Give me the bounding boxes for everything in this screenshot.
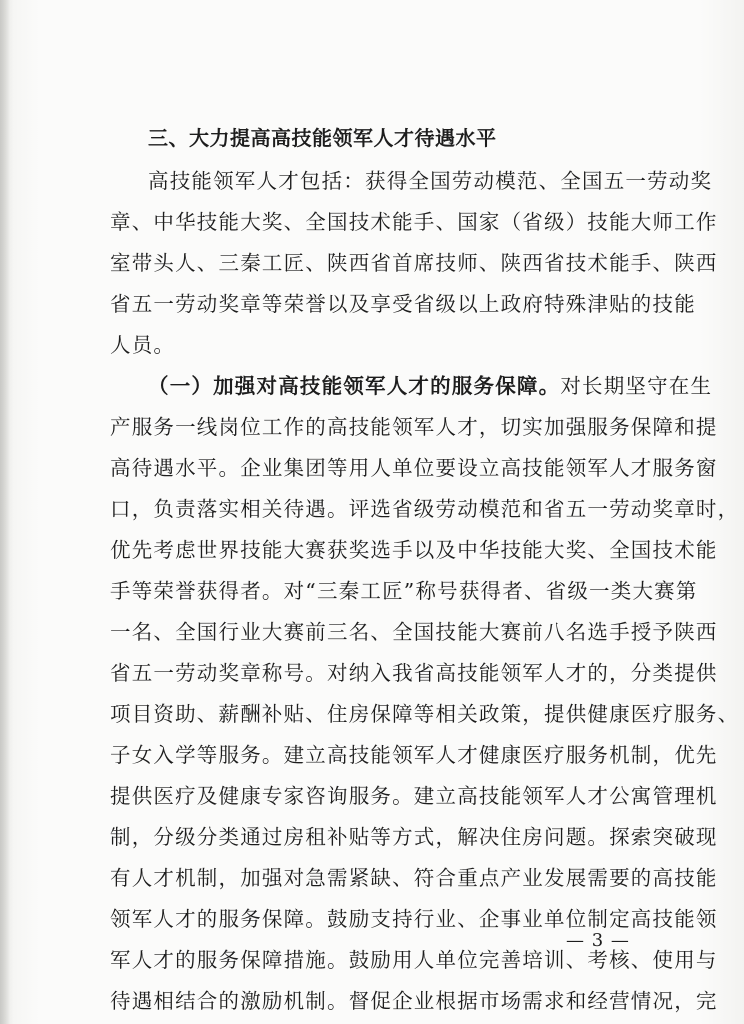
paragraph-line: 待遇相结合的激励机制。督促企业根据市场需求和经营情况，完 xyxy=(110,989,718,1013)
paragraph-line: 军人才的服务保障措施。鼓励用人单位完善培训、考核、使用与 xyxy=(110,948,718,972)
paragraph-line: 产服务一线岗位工作的高技能领军人才，切实加强服务保障和提 xyxy=(110,415,718,439)
paragraph-line: 优先考虑世界技能大赛获奖选手以及中华技能大奖、全国技术能 xyxy=(110,538,718,562)
paragraph-line: 章、中华技能大奖、全国技术能手、国家（省级）技能大师工作 xyxy=(110,210,718,234)
paragraph-line: 项目资助、薪酬补贴、住房保障等相关政策，提供健康医疗服务、 xyxy=(110,702,740,726)
paragraph-line: 提供医疗及健康专家咨询服务。建立高技能领军人才公寓管理机 xyxy=(110,784,718,808)
page-number: — 3 — xyxy=(566,930,630,951)
paragraph-line: 省五一劳动奖章等荣誉以及享受省级以上政府特殊津贴的技能 xyxy=(110,292,696,316)
paragraph-line: 有人才机制，加强对急需紧缺、符合重点产业发展需要的高技能 xyxy=(110,866,718,890)
paragraph-line: 高技能领军人才包括：获得全国劳动模范、全国五一劳动奖 xyxy=(148,169,713,193)
paragraph-line: 制，分级分类通过房租补贴等方式，解决住房问题。探索突破现 xyxy=(110,825,718,849)
paragraph-text: 对长期坚守在生 xyxy=(560,374,713,398)
paragraph-line: 手等荣誉获得者。对“三秦工匠”称号获得者、省级一类大赛第 xyxy=(110,579,698,603)
paragraph-line: 口，负责落实相关待遇。评选省级劳动模范和省五一劳动奖章时， xyxy=(110,497,740,521)
subsection-title: （一）加强对高技能领军人才的服务保障。 xyxy=(148,374,561,398)
paragraph-line: 人员。 xyxy=(110,333,176,357)
paragraph-line: 省五一劳动奖章称号。对纳入我省高技能领军人才的，分类提供 xyxy=(110,661,718,685)
paragraph-line: 领军人才的服务保障。鼓励支持行业、企事业单位制定高技能领 xyxy=(110,907,718,931)
paragraph-line: 高待遇水平。企业集团等用人单位要设立高技能领军人才服务窗 xyxy=(110,456,718,480)
paragraph-line xyxy=(148,369,712,399)
page-edge-shadow xyxy=(0,0,10,1024)
section-heading: 三、大力提高高技能领军人才待遇水平 xyxy=(148,126,497,150)
paragraph-line: 子女入学等服务。建立高技能领军人才健康医疗服务机制，优先 xyxy=(110,743,718,767)
paragraph-line: 一名、全国行业大赛前三名、全国技能大赛前八名选手授予陕西 xyxy=(110,620,718,644)
paragraph-line: 室带头人、三秦工匠、陕西省首席技师、陕西省技术能手、陕西 xyxy=(110,251,718,275)
